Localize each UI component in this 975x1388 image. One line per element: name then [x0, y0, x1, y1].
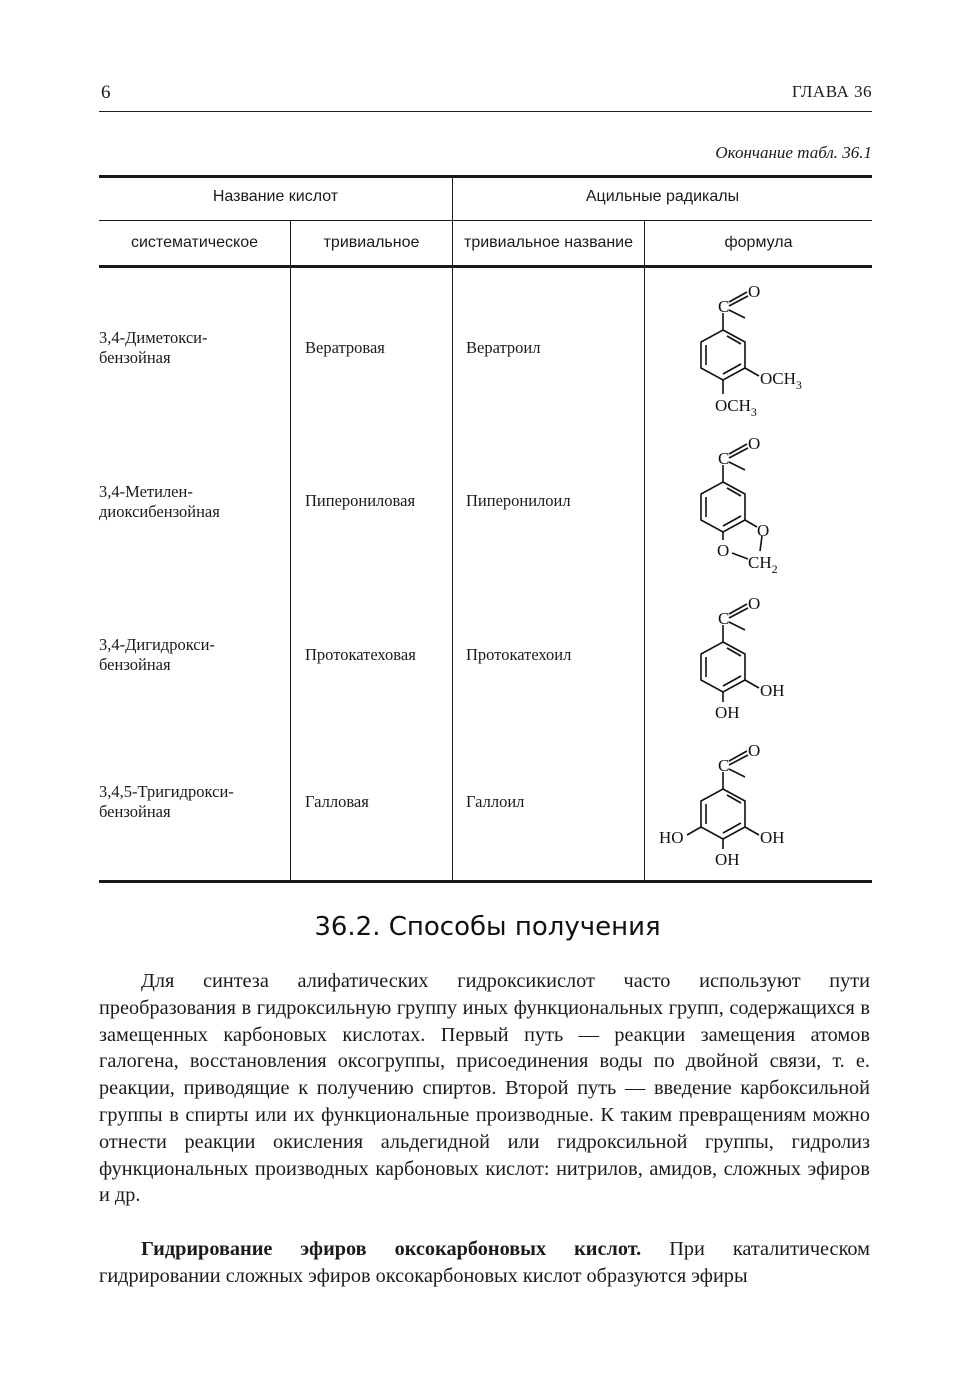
- row-4-trivial: Галловая: [305, 792, 369, 811]
- body-paragraph-2: [99, 1236, 870, 1290]
- header-systematic: систематическое: [130, 234, 258, 251]
- galloyl-formula: [654, 732, 872, 877]
- veratroyl-carbonyl-c: C: [718, 297, 730, 316]
- row-2-systematic-line-2: диоксибензойная: [99, 502, 220, 521]
- col-divider-2: [452, 175, 453, 881]
- paragraph-2-text: При каталитическом гидрировании сложных эфиров оксокарбоновых кислот образуются эфиры: [99, 1238, 870, 1287]
- col-divider-1: [290, 220, 291, 881]
- galloyl-para-oh: OH: [715, 850, 740, 869]
- veratroyl-formula: [654, 273, 872, 423]
- row-1-radical: Вератроил: [466, 338, 541, 357]
- row-3-radical: Протокатехоил: [466, 645, 572, 664]
- table-bottom-rule: [99, 880, 872, 883]
- row-4-systematic-line-1: 3,4,5-Тригидрокси-: [99, 782, 234, 801]
- header-trivial-name: тривиальное название: [463, 234, 634, 251]
- header-mid-rule: [99, 220, 872, 221]
- row-3-trivial: Протокатеховая: [305, 645, 416, 664]
- protocatechuoyl-formula: [654, 585, 872, 730]
- protocatechuoyl-para-oh: OH: [715, 703, 740, 722]
- row-3-systematic: [99, 635, 284, 675]
- section-title: 36.2. Способы получения: [314, 912, 661, 942]
- protocatechuoyl-meta-oh: OH: [760, 681, 785, 700]
- protocatechuoyl-carbonyl-c: C: [718, 609, 730, 628]
- row-2-trivial: Пиперониловая: [305, 491, 416, 510]
- protocatechuoyl-carbonyl-o: O: [748, 594, 761, 613]
- body-paragraph-1: Для синтеза алифатических гидроксикислот часто используют пути преобразования в гидроксильную группу иных функциональных групп, содержащихся в замещенных карбоновых кислотах. Первый путь — реакции замещения атомов галогена, восстановления оксогруппы, присоединения воды по двойной связи, т. е. реакции, приводящие к получению спиртов. Второй путь — введение карбоксильной группы в спирты или их функциональные производные. К таким превращениям можно отнести реакции окисления альдегидной или гидроксильной группы, гидролиз функциональных производных карбоновых кислот: нитрилов, амидов, сложных эфиров и др.: [99, 970, 870, 1207]
- galloyl-left-oh: HO: [659, 828, 684, 847]
- piperonyloyl-carbonyl-c: C: [718, 449, 730, 468]
- row-1-systematic-line-1: 3,4-Диметокси-: [99, 328, 208, 347]
- veratroyl-para-group: $OCH_3$: [715, 396, 757, 419]
- row-2-radical: Пиперонилоил: [466, 491, 571, 510]
- galloyl-carbonyl-c: C: [718, 756, 730, 775]
- row-2-systematic: [99, 482, 284, 522]
- row-4-systematic: [99, 782, 284, 822]
- row-1-systematic-line-2: бензойная: [99, 348, 171, 367]
- row-1-trivial: Вератровая: [305, 338, 385, 357]
- veratroyl-meta-group: $OCH_3$: [760, 369, 802, 392]
- galloyl-carbonyl-o: O: [748, 741, 761, 760]
- acids-table: [99, 175, 872, 885]
- piperonyloyl-methylene: $CH_2$: [748, 553, 778, 576]
- row-4-systematic-line-2: бензойная: [99, 802, 171, 821]
- running-head: [99, 82, 872, 108]
- table-top-rule: [99, 175, 872, 178]
- piperonyloyl-ring-oxygen-1: O: [757, 521, 770, 540]
- header-trivial: тривиальное: [323, 234, 420, 251]
- header-rule: [99, 111, 872, 112]
- header-bottom-rule: [99, 265, 872, 268]
- header-acid-names: Название кислот: [212, 188, 339, 205]
- header-acyl-radicals: Ацильные радикалы: [585, 188, 740, 205]
- col-divider-3: [644, 220, 645, 881]
- row-3-systematic-line-1: 3,4-Дигидрокси-: [99, 635, 215, 654]
- chapter-title: ГЛАВА 36: [791, 82, 872, 101]
- galloyl-right-oh: OH: [760, 828, 785, 847]
- row-1-systematic: [99, 328, 284, 368]
- veratroyl-carbonyl-o: O: [748, 282, 761, 301]
- piperonyloyl-ring-oxygen-2: O: [717, 541, 730, 560]
- piperonyloyl-carbonyl-o: O: [748, 434, 761, 453]
- header-formula: формула: [724, 234, 793, 251]
- row-2-systematic-line-1: 3,4-Метилен-: [99, 482, 193, 501]
- page-number: 6: [101, 82, 111, 103]
- row-3-systematic-line-2: бензойная: [99, 655, 171, 674]
- piperonyloyl-formula: [654, 425, 872, 580]
- table-caption: Окончание табл. 36.1: [715, 143, 872, 162]
- paragraph-lead-heading: Гидрирование эфиров оксокарбоновых кислот.: [141, 1238, 642, 1260]
- row-4-radical: Галлоил: [466, 792, 525, 811]
